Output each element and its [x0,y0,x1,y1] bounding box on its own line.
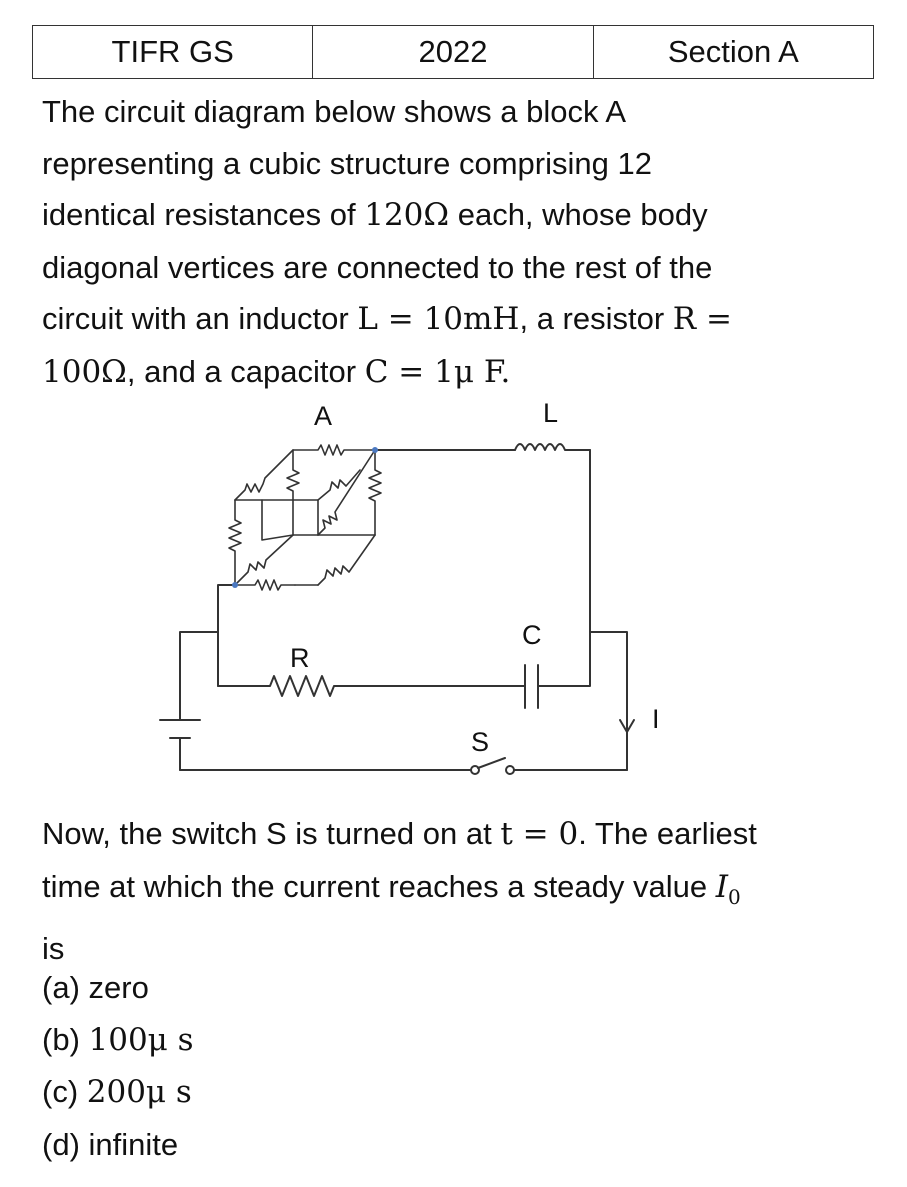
option-d[interactable]: (d) infinite [42,1126,179,1162]
math-current: I [715,868,728,905]
question-line: representing a cubic structure comprising 12 [42,145,652,181]
followup-line: is [42,931,65,967]
followup-line: Now, the switch S is turned on at t = 0. The earliest [42,816,757,852]
question-line: The circuit diagram below shows a block A [42,94,627,129]
label-c: C [522,620,542,650]
label-r: R [290,643,310,673]
wire-to-battery [180,632,218,720]
inductor-coil [515,444,590,450]
math-resistor-value: 100Ω [42,353,127,390]
header-section: Section A [593,26,873,79]
label-a: A [314,401,333,431]
math-resistance: 120Ω [364,197,450,233]
current-arrow-icon [620,708,634,732]
option-c[interactable]: (c) 200μ s [42,1074,192,1110]
vertex-dot [232,582,238,588]
switch-contact [506,766,514,774]
followup-line: time at which the current reaches a steady value $I_0$ [42,868,741,909]
wire-a-down [218,585,235,686]
circuit-diagram [140,395,660,795]
resistor-r [218,676,480,696]
battery [160,720,200,770]
cube-resistor-block [229,445,381,590]
header-table [32,25,874,79]
question-line: identical resistances of 120Ω each, whose body [42,197,708,233]
header-exam: TIFR GS [33,26,313,79]
question-line: circuit with an inductor L = 10mH, a resistor R = [42,301,732,337]
followup-text [42,808,872,975]
label-l: L [543,398,559,428]
math-resistor: R = [672,301,732,337]
switch-lever [478,758,505,768]
header-year: 2022 [313,26,593,79]
options-list [42,962,194,1170]
label-s: S [471,727,490,757]
vertex-dot [372,447,378,453]
question-line: 100Ω, and a capacitor C = 1μ F. [42,353,511,390]
option-a[interactable]: (a) zero [42,970,149,1005]
option-b[interactable]: (b) 100μ s [42,1021,194,1058]
question-line: diagonal vertices are connected to the rest of the [42,249,713,285]
label-i: I [652,704,660,734]
math-inductor: L = 10mH [357,301,520,337]
math-current-subscript: 0 [728,884,741,909]
question-text [42,86,872,398]
math-time: t = 0 [500,816,579,852]
math-capacitor: C = 1μ F. [364,353,511,390]
